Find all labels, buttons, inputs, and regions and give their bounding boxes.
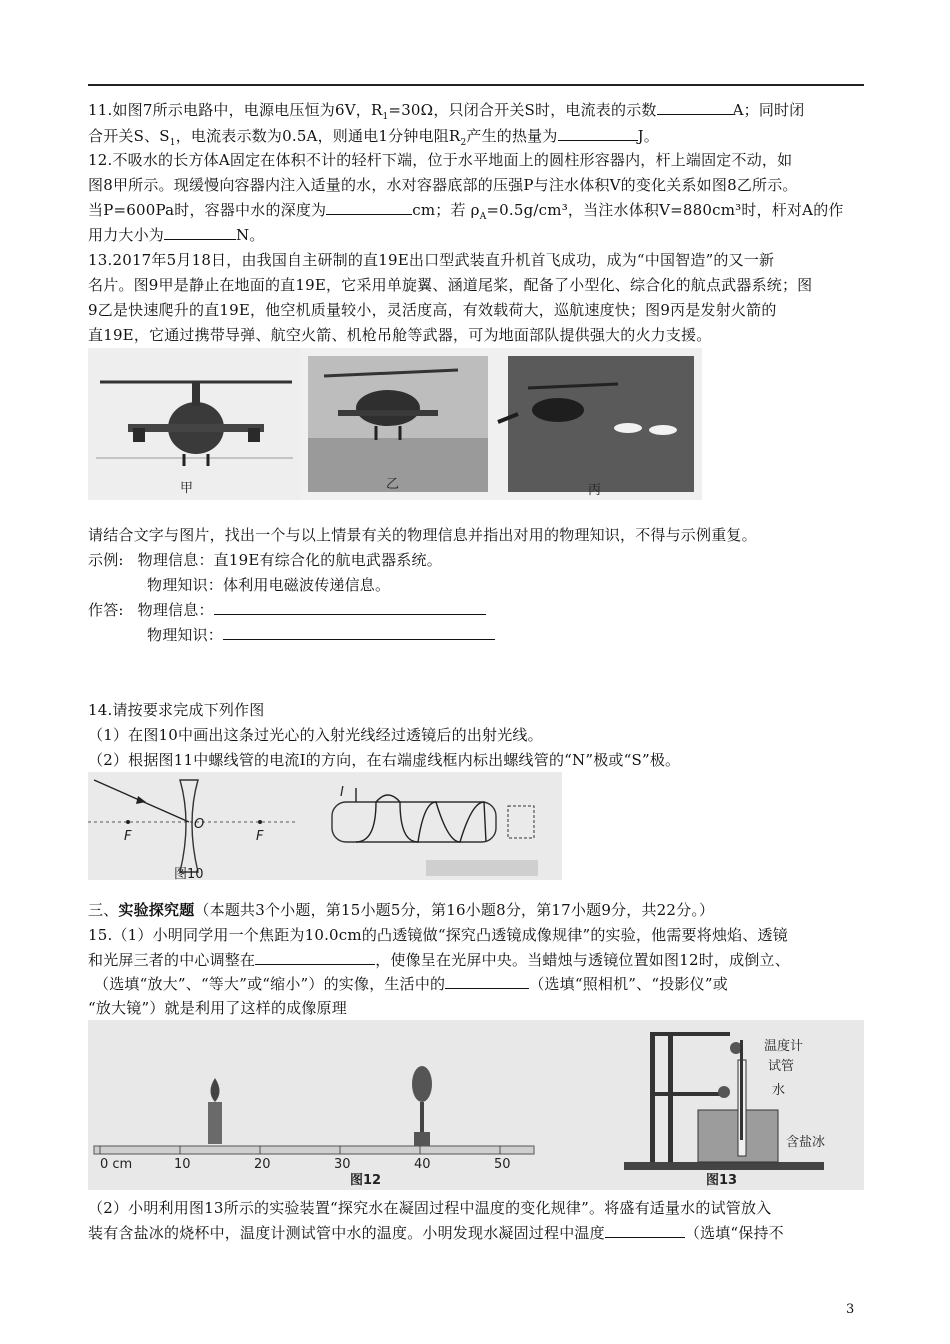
- figure-12-13: [88, 1020, 864, 1190]
- q13-answer-knowledge-blank[interactable]: [223, 623, 495, 640]
- q13-line3: 9乙是快速爬升的直19E，他空机质量较小，灵活度高，有效载荷大，巡航速度快；图9丙是发射火箭的: [88, 301, 777, 319]
- figure-10-caption: 图10: [174, 867, 204, 880]
- figure-9-helicopters: [88, 348, 702, 500]
- label-salted-ice: 含盐冰: [786, 1135, 826, 1150]
- q13-example-knowledge: 物理知识：体利用电磁波传递信息。: [147, 576, 391, 594]
- q12-blank1[interactable]: [326, 198, 412, 215]
- tick-30: 30: [334, 1157, 351, 1172]
- convex-lens: [412, 1066, 432, 1146]
- tick-50: 50: [494, 1157, 511, 1172]
- candle: [208, 1078, 222, 1144]
- q13-example-info: 示例: 物理信息：直19E有综合化的航电武器系统。: [88, 551, 442, 569]
- tick-10: 10: [174, 1157, 191, 1172]
- q11-line2: 合开关S、$S_1$，电流表示数为0.5A，则通电1分钟电阻$R_2$产生的热量为 J。: [88, 124, 868, 156]
- optical-center: O: [194, 817, 205, 832]
- tick-40: 40: [414, 1157, 431, 1172]
- q13-line4: 直19E，它通过携带导弹、航空火箭、机枪吊舱等武器，可为地面部队提供强大的火力支援。: [88, 326, 712, 344]
- q13-answer-knowledge: 物理知识：: [147, 623, 847, 648]
- q15-line3: （选填“放大”、“等大”或“缩小”）的实像，生活中的 （选填“照相机”、“投影仪”或: [88, 972, 868, 997]
- q13-line1: 13.2017年5月18日，由我国自主研制的直19E出口型武装直升机首飞成功，成为“中国智造”的又一新: [88, 251, 775, 269]
- q12-line2: 图8甲所示。现缓慢向容器内注入适量的水，水对容器底部的压强P与注水体积V的变化关系如图8乙所示。: [88, 176, 798, 194]
- q13-answer-info: 作答: 物理信息：: [88, 598, 868, 623]
- q15-line4: “放大镜”）就是利用了这样的成像原理: [88, 999, 347, 1017]
- label-thermometer: 温度计: [764, 1039, 804, 1054]
- concave-lens-diagram: [88, 780, 298, 872]
- q14-line3: （2）根据图11中螺线管的电流I的方向，在右端虚线框内标出螺线管的“N”极或“S”极。: [88, 751, 681, 769]
- q12-line3: 当P=600Pa时，容器中水的深度为 cm；若 $\rho_A=0.5g$/cm³，当注水体积V=880cm³时，杆对A的作: [88, 198, 868, 230]
- q14-line1: 14.请按要求完成下列作图: [88, 701, 265, 719]
- optical-bench: [94, 1146, 534, 1154]
- q11-blank1[interactable]: [657, 98, 733, 115]
- smudge: [426, 860, 538, 876]
- label-test-tube: 试管: [768, 1059, 795, 1074]
- current-label: I: [340, 785, 344, 800]
- label-jia: 甲: [180, 481, 194, 496]
- q15-part2-line1: （2）小明利用图13所示的实验装置“探究水在凝固过程中温度的变化规律”。将盛有适量水的试管放入: [88, 1199, 772, 1217]
- label-water: 水: [772, 1083, 786, 1098]
- q15-blank3[interactable]: [605, 1221, 685, 1238]
- page-number: 3: [846, 1302, 855, 1317]
- q13-answer-info-blank[interactable]: [214, 598, 486, 615]
- focal-point-left: F: [124, 829, 132, 844]
- solenoid-diagram: [332, 788, 534, 842]
- figure-13-caption: 图13: [706, 1173, 738, 1188]
- q13-instruction: 请结合文字与图片，找出一个与以上情景有关的物理信息并指出对用的物理知识，不得与示例重复。: [88, 526, 757, 544]
- tick-0: 0 cm: [100, 1157, 133, 1172]
- figure-12-caption: 图12: [350, 1173, 382, 1188]
- label-bing: 丙: [588, 483, 602, 498]
- section-3-heading: 三、实验探究题（本题共3个小题，第15小题5分，第16小题8分，第17小题9分，共22分。）: [88, 901, 715, 919]
- label-yi: 乙: [386, 477, 400, 492]
- q13-line2: 名片。图9甲是静止在地面的直19E，它采用单旋翼、涵道尾桨，配备了小型化、综合化的航点武器系统；图: [88, 276, 813, 294]
- focal-point-right: F: [256, 829, 264, 844]
- q12-line1: 12.不吸水的长方体A固定在体积不计的轻杆下端，位于水平地面上的圆柱形容器内，杆上端固定不动，如: [88, 151, 793, 169]
- q11-blank2[interactable]: [558, 124, 638, 141]
- q15-blank2[interactable]: [445, 972, 529, 989]
- q15-part2-line2: 装有含盐冰的烧杯中，温度计测试管中水的温度。小明发现水凝固过程中温度 （选填“保持不: [88, 1221, 868, 1246]
- q14-line2: （1）在图10中画出这条过光心的入射光线经过透镜后的出射光线。: [88, 726, 543, 744]
- figure-10-11: [88, 772, 562, 880]
- q12-blank2[interactable]: [164, 223, 236, 240]
- q12-line4: 用力大小为 N。: [88, 223, 868, 248]
- q11-line1: 11.如图7所示电路中，电源电压恒为6V，$R_1=30\Omega$，只闭合开关S时，电流表的示数 A；同时闭: [88, 98, 868, 130]
- q15-line2: 和光屏三者的中心调整在 ，使像呈在光屏中央。当蜡烛与透镜位置如图12时，成倒立、: [88, 948, 868, 973]
- tick-20: 20: [254, 1157, 271, 1172]
- beaker-with-salted-ice: [698, 1040, 778, 1162]
- header-rule: [88, 84, 864, 86]
- q15-blank1[interactable]: [255, 948, 375, 965]
- q15-line1: 15.（1）小明同学用一个焦距为10.0cm的凸透镜做“探究凸透镜成像规律”的实验，他需要将烛焰、透镜: [88, 926, 788, 944]
